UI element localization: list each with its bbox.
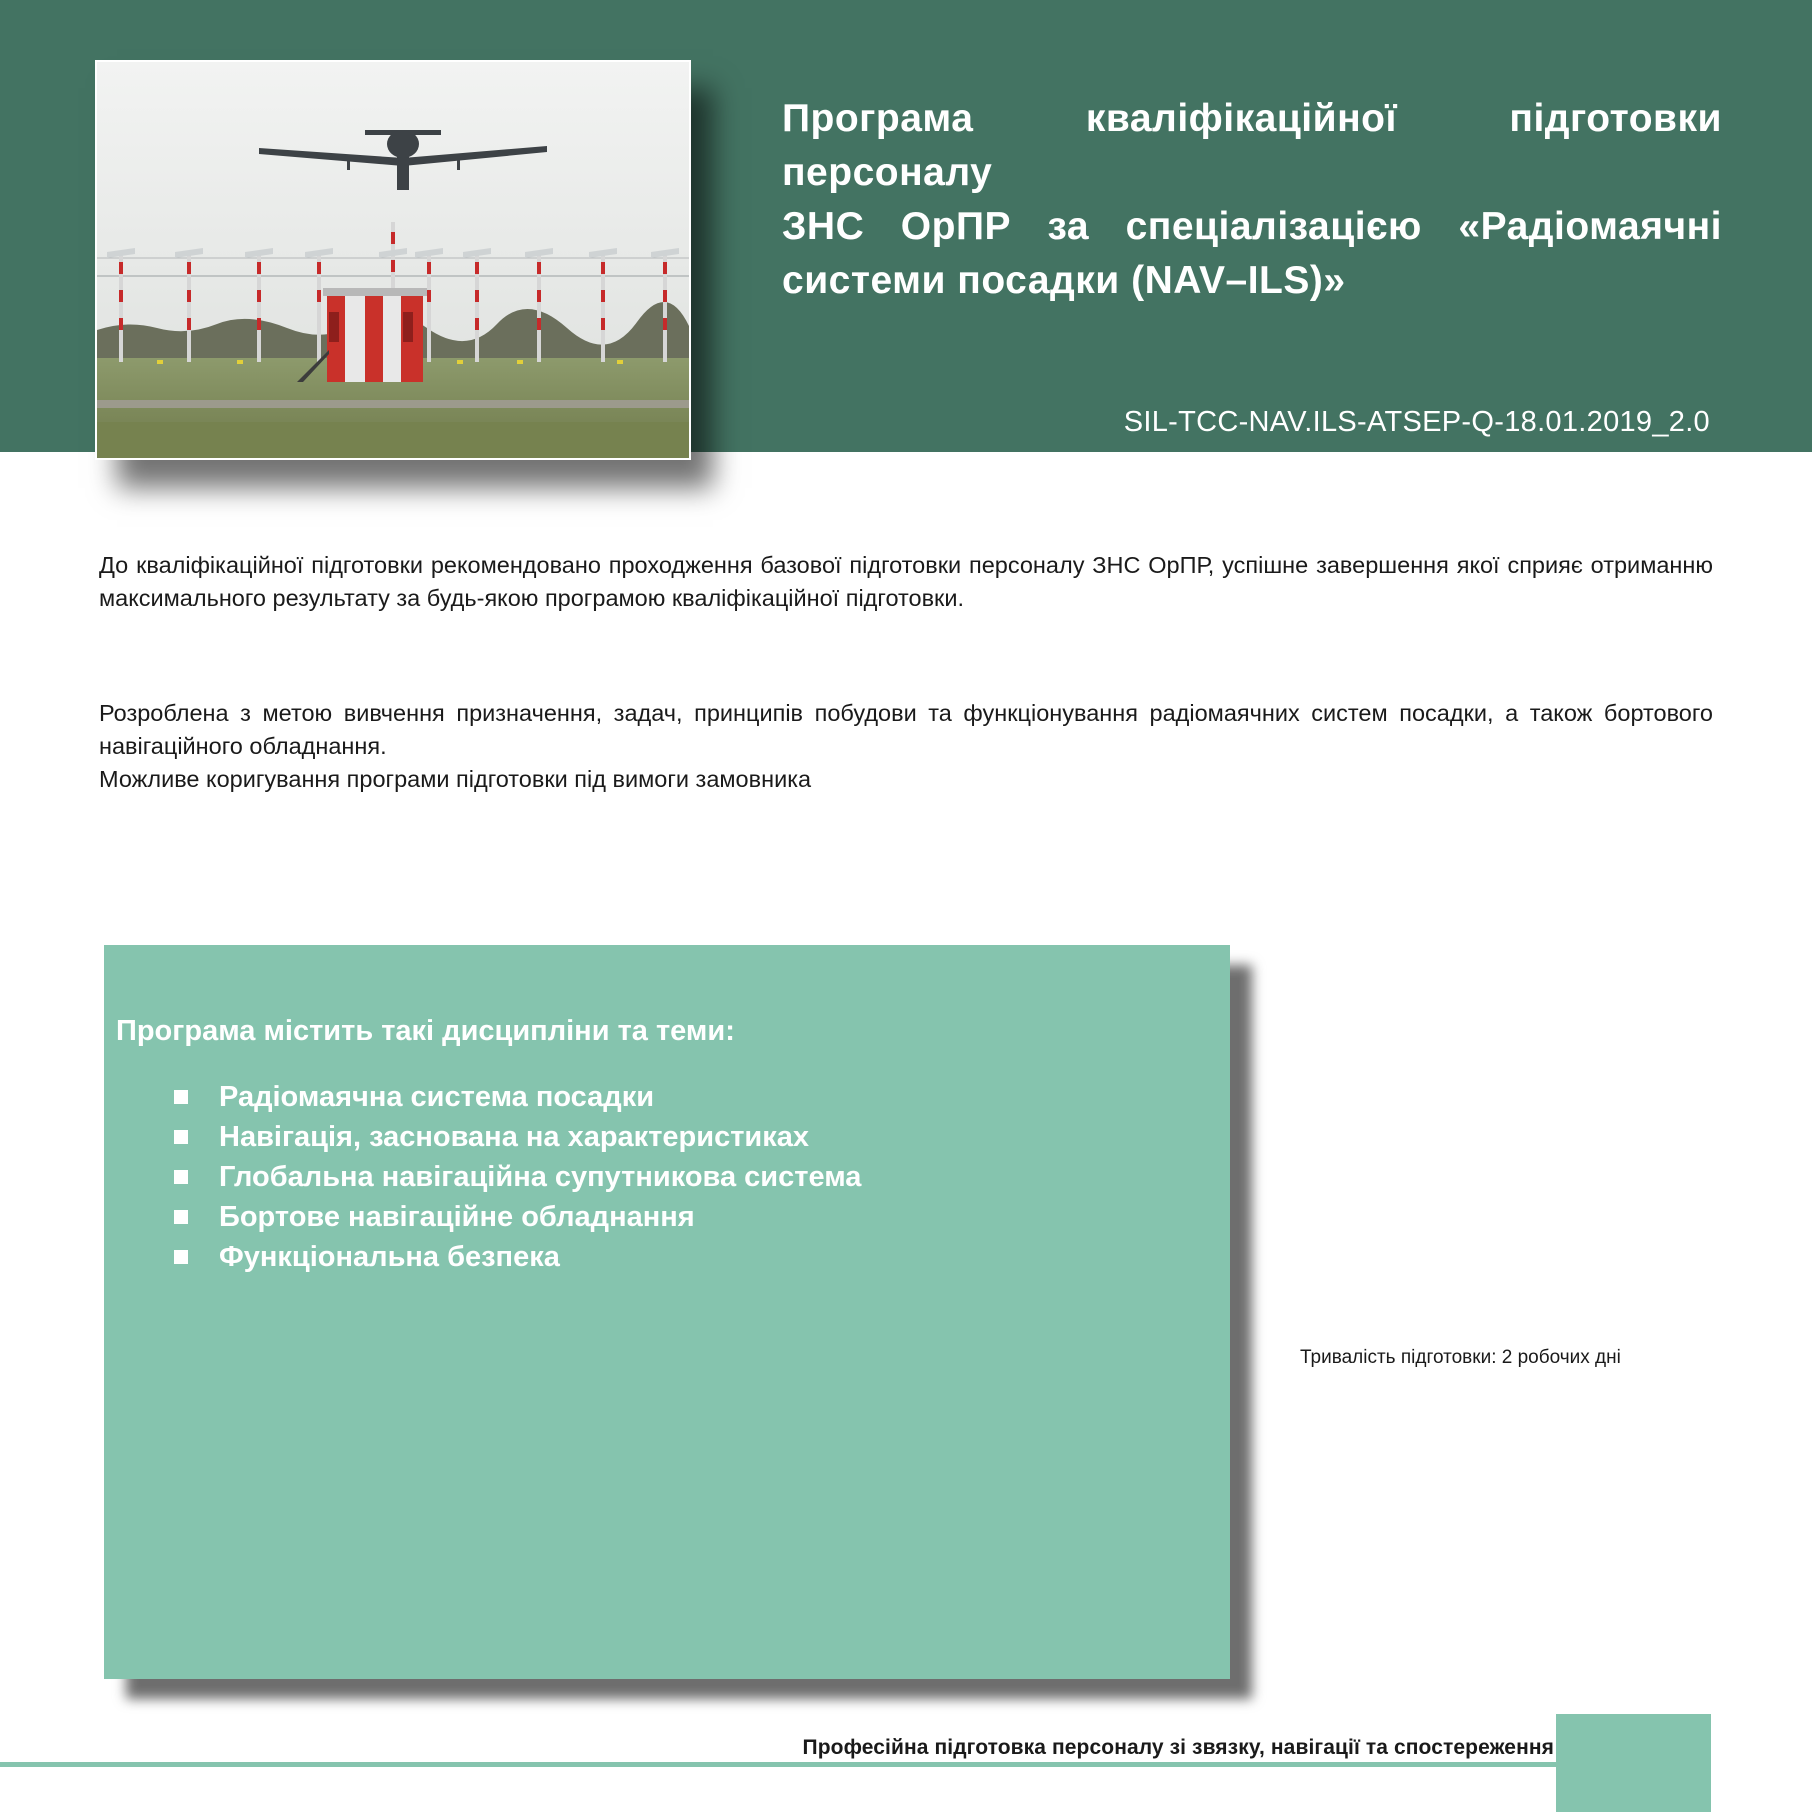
square-bullet-icon xyxy=(174,1250,188,1264)
square-bullet-icon xyxy=(174,1170,188,1184)
topic-label: Функціональна безпека xyxy=(219,1241,560,1273)
footer-divider xyxy=(0,1762,1560,1767)
intro-paragraph: До кваліфікаційної підготовки рекомендовано проходження базової підготовки персоналу ЗНС ОрПР, успішне завершення якої сприяє отриманню максимального результату за будь-якою програмою кваліфікаційної підготовки. xyxy=(99,552,1713,611)
description-text: Розроблена з метою вивчення призначення, задач, принципів побудови та функціонування радіомаячних систем посадки, а також бортового навігаційного обладнання. xyxy=(99,700,1713,759)
list-item xyxy=(170,1237,861,1277)
airplane-landing-photo-icon xyxy=(97,62,689,458)
customization-note: Можливе коригування програми підготовки під вимоги замовника xyxy=(99,766,812,792)
list-item xyxy=(170,1157,861,1197)
topic-label: Навігація, заснована на характеристиках xyxy=(219,1121,809,1153)
document-code: SIL-TCC-NAV.ILS-ATSEP-Q-18.01.2019_2.0 xyxy=(1123,406,1710,438)
square-bullet-icon xyxy=(174,1090,188,1104)
topics-heading: Програма містить такі дисципліни та теми: xyxy=(116,1015,735,1047)
topics-box xyxy=(104,945,1230,1679)
page-title xyxy=(782,92,1722,308)
title-line: ЗНС ОрПР за спеціалізацією «Радіомаячні xyxy=(782,205,1722,248)
training-duration: Тривалість підготовки: 2 робочих дні xyxy=(1300,1347,1621,1368)
title-line: системи посадки (NAV–ILS)» xyxy=(782,259,1346,302)
footer-accent-block xyxy=(1556,1714,1711,1812)
list-item xyxy=(170,1117,861,1157)
list-item xyxy=(170,1197,861,1237)
list-item xyxy=(170,1077,861,1117)
description-paragraph xyxy=(99,697,1713,796)
square-bullet-icon xyxy=(174,1210,188,1224)
topic-label: Бортове навігаційне обладнання xyxy=(219,1201,695,1233)
title-line: Програма кваліфікаційної підготовки персоналу xyxy=(782,97,1722,194)
topics-list xyxy=(170,1077,861,1277)
topic-label: Глобальна навігаційна супутникова система xyxy=(219,1161,862,1193)
header-photo xyxy=(95,60,691,460)
footer-text: Професійна підготовка персоналу зі звязку, навігації та спостереження xyxy=(802,1736,1554,1759)
square-bullet-icon xyxy=(174,1130,188,1144)
topic-label: Радіомаячна система посадки xyxy=(219,1081,655,1113)
